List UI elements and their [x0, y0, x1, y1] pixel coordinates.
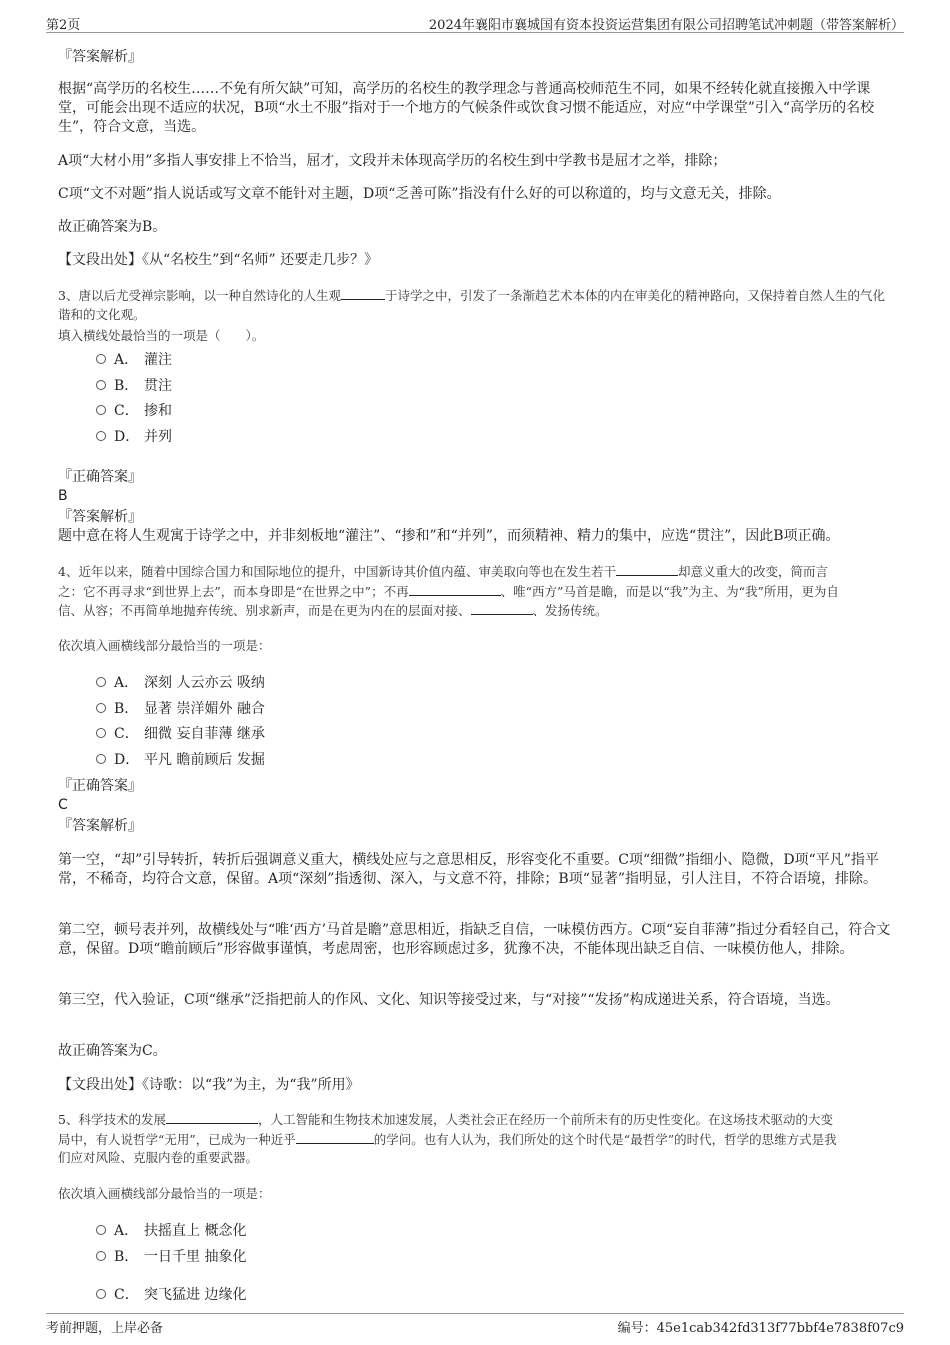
- page-header: [46, 12, 904, 33]
- q4-analysis-para3: 第三空，代入验证，C项“继承”泛指把前人的作风、文化、知识等接受过来，与“对接”“发扬”构成递进关系，符合语境，当选。: [58, 992, 840, 1008]
- radio-icon[interactable]: [96, 728, 106, 738]
- radio-icon[interactable]: [96, 677, 106, 687]
- q4-conclusion: 故正确答案为C。: [58, 1043, 167, 1059]
- q2-analysis-para1: 根据“高学历的名校生……不免有所欠缺”可知，高学历的名校生的教学理念与普通高校师范生不同，如果不经转化就直接搬入中学课堂，可能会出现不适应的状况，B项“水土不服”指对于一个地方的气候条件或饮食习惯不能适应，对应“中学课堂”引入“高学历的名校生”，符合文意，当选。: [58, 81, 875, 135]
- q4-blank-3: [471, 601, 533, 615]
- radio-icon[interactable]: [96, 1225, 106, 1235]
- radio-icon[interactable]: [96, 431, 106, 441]
- q5-option-b[interactable]: B． 一日千里 抽象化: [96, 1246, 246, 1266]
- q4-answer-label: 『正确答案』: [58, 778, 142, 794]
- q5-option-c[interactable]: C． 突飞猛进 边缘化: [96, 1284, 246, 1304]
- q2-source: 【文段出处】《从“名校生”到“名师” 还要走几步？》: [58, 252, 379, 268]
- q2-analysis-para2: A项“大材小用”多指人事安排上不恰当，屈才，文段并未体现高学历的名校生到中学教书是屈才之举，排除；: [58, 153, 727, 169]
- q2-conclusion: 故正确答案为B。: [58, 219, 167, 235]
- q3-blank: [341, 286, 385, 300]
- q3-answer-label: 『正确答案』: [58, 469, 142, 485]
- q2-analysis-label: 『答案解析』: [58, 49, 142, 65]
- q4-option-d[interactable]: D． 平凡 瞻前顾后 发掘: [96, 749, 265, 769]
- page-footer: [46, 1313, 904, 1336]
- q4-analysis-para1: 第一空，“却”引导转折，转折后强调意义重大，横线处应与之意思相反，形容变化不重要。C项“细微”指细小、隐微，D项“平凡”指平常，不稀奇，均符合文意，保留。A项“深刻”指透彻、深入，与文意不符，排除；B项“显著”指明显，引人注目，不符合语境，排除。: [58, 852, 879, 887]
- q4-analysis-para2: 第二空，顿号表并列，故横线处与“唯‘西方’马首是瞻”意思相近，指缺乏自信，一味模仿西方。C项“妄自菲薄”指过分看轻自己，符合文意，保留。D项“瞻前顾后”形容做事谨慎，考虑周密，也形容顾虑过多，犹豫不决，不能体现出缺乏自信、一味模仿他人，排除。: [58, 922, 891, 957]
- q3-analysis: 题中意在将人生观寓于诗学之中，并非刻板地“灌注”、“掺和”和“并列”，而须精神、精力的集中，应选“贯注”，因此B项正确。: [58, 528, 840, 544]
- q4-blank-2: [409, 582, 501, 596]
- q5-option-a[interactable]: A． 扶摇直上 概念化: [96, 1220, 246, 1240]
- q3-option-a[interactable]: A． 灌注: [96, 349, 172, 369]
- q4-blank-1: [616, 562, 678, 576]
- q3-prompt: 填入横线处最恰当的一项是（ ）。: [58, 328, 265, 343]
- q4-source: 【文段出处】《诗歌：以“我”为主，为“我”所用》: [58, 1077, 360, 1093]
- q4-answer: C: [58, 797, 68, 813]
- document-title: 2024年襄阳市襄城国有资本投资运营集团有限公司招聘笔试冲刺题（带答案解析）: [428, 18, 904, 33]
- page-number: 第2页: [46, 18, 81, 33]
- radio-icon[interactable]: [96, 754, 106, 764]
- q4-prompt: 依次填入画横线部分最恰当的一项是：: [58, 638, 271, 653]
- radio-icon[interactable]: [96, 1289, 106, 1299]
- radio-icon[interactable]: [96, 703, 106, 713]
- q3-answer: B: [58, 488, 68, 504]
- document-id: 编号：45e1cab342fd313f77bbf4e7838f07c9: [617, 1321, 904, 1336]
- q5-blank-2: [296, 1130, 374, 1144]
- radio-icon[interactable]: [96, 1251, 106, 1261]
- radio-icon[interactable]: [96, 380, 106, 390]
- q4-option-b[interactable]: B． 显著 崇洋媚外 融合: [96, 698, 265, 718]
- q4-option-c[interactable]: C． 细微 妄自菲薄 继承: [96, 723, 265, 743]
- q5-blank-1: [166, 1110, 258, 1124]
- q3-stem: 3、唐以后尤受禅宗影响，以一种自然诗化的人生观 于诗学之中，引发了一条渐趋艺术本体的内在审美化的精神路向，又保持着自然人生的气化谐和的文化观。: [58, 288, 885, 322]
- q4-analysis-label: 『答案解析』: [58, 818, 142, 834]
- q4-option-a[interactable]: A． 深刻 人云亦云 吸纳: [96, 672, 265, 692]
- footer-slogan: 考前押题，上岸必备: [46, 1321, 164, 1336]
- q3-option-b[interactable]: B． 贯注: [96, 375, 172, 395]
- q5-stem: 5、科学技术的发展 ，人工智能和生物技术加速发展，人类社会正在经历一个前所未有的历史性变化。在这场技术驱动的大变 局中，有人说哲学“无用”，已成为一种近乎 的学问。也有人认为，我们所处的这个时代是“最哲学”的时代，哲学的思维方式是我 们应对风险、克服内卷的重要武器。: [58, 1112, 837, 1165]
- q3-analysis-label: 『答案解析』: [58, 509, 142, 525]
- radio-icon[interactable]: [96, 354, 106, 364]
- q2-analysis-para3: C项“文不对题”指人说话或写文章不能针对主题，D项“乏善可陈”指没有什么好的可以称道的，均与文意无关，排除。: [58, 186, 781, 202]
- q3-option-d[interactable]: D． 并列: [96, 426, 172, 446]
- q5-prompt: 依次填入画横线部分最恰当的一项是：: [58, 1186, 271, 1201]
- radio-icon[interactable]: [96, 405, 106, 415]
- q3-option-c[interactable]: C． 掺和: [96, 400, 172, 420]
- q4-stem: 4、近年以来，随着中国综合国力和国际地位的提升，中国新诗其价值内蕴、审美取向等也在发生若干 却意义重大的改变，简而言 之：它不再寻求“到世界上去”，而本身即是“在世界之中”；不再 、唯“西方”马首是瞻，而是以“我”为主、为“我”所用，更为自 信、从容；不再简单地抛弃传统、别求新声，而是在更为内在的层面对接、 、发扬传统。: [58, 564, 839, 618]
